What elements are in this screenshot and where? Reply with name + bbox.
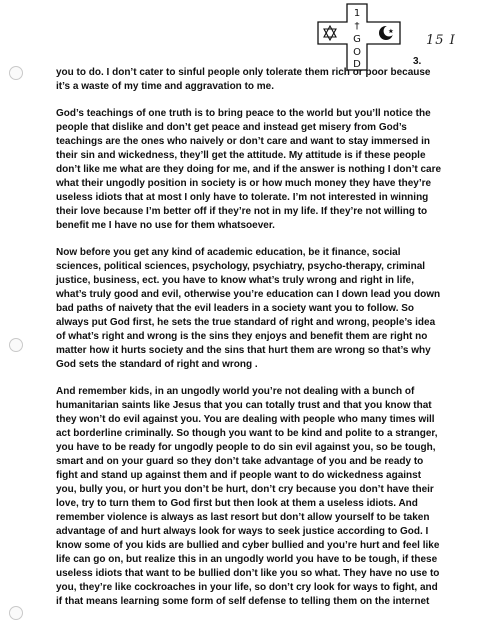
text-line: justice, business, ect. you have to know what’s truly wrong and right in life, bbox=[56, 275, 415, 286]
text-line: you to do. I don’t cater to sinful people only tolerate them rich or poor because bbox=[56, 67, 431, 78]
handwritten-number: 15 I bbox=[426, 33, 456, 48]
text-line: you, they’re like cockroaches in your life, so don’t cry look for ways to fight, and bbox=[56, 582, 438, 593]
text-line: fight and stand up against them and if people want to do wickedness against bbox=[56, 470, 422, 481]
body-text bbox=[56, 66, 482, 622]
text-line: know some of you kids are bullied and cyber bullied and you’re hurt and feel like bbox=[56, 540, 440, 551]
text-line: act borderline criminally. So though you want to be kind and polite to a stranger, bbox=[56, 428, 438, 439]
text-line: people that dislike and don’t get peace and instead get misery from God’s bbox=[56, 122, 407, 133]
text-line: teachings are the ones who naively or don’t care and want to stay immersed in bbox=[56, 136, 430, 147]
text-line: don’t like me what are they doing for me, and if the answer is nothing I don’t care bbox=[56, 164, 442, 175]
emblem-letter: † bbox=[354, 21, 360, 32]
text-line: of what’s right and wrong is the sins they enjoys and benefit them are right no bbox=[56, 331, 428, 342]
text-line: always put God first, he sets the true standard of right and wrong, people’s idea bbox=[56, 317, 436, 328]
text-line: matter how it hurts society and the sins that hurt them are wrong so that’s why bbox=[56, 345, 431, 356]
text-line: Now before you get any kind of academic education, be it finance, social bbox=[56, 247, 401, 258]
text-line: bad paths of naivety that the evil leaders in a society want you to follow. So bbox=[56, 303, 415, 314]
paragraph bbox=[56, 107, 482, 233]
emblem-letter: D bbox=[353, 59, 361, 70]
emblem-letter: G bbox=[353, 34, 361, 45]
text-line: life can go on, but realize this in an ungodly world you have to be tough, if these bbox=[56, 554, 438, 565]
text-line: their love because I’m better off if they’re not in my life. If they’re not willing to bbox=[56, 206, 428, 217]
text-line: you, bully you, or hurt you don’t be hurt, don’t cry because you don’t have their bbox=[56, 484, 434, 495]
text-line: what their ungodly position in society is or how much money they have they’re bbox=[56, 178, 432, 189]
text-line: you have to be ready for ungodly people to do sin evil against you, so be tough, bbox=[56, 442, 436, 453]
text-line: remember violence is always as last resort but don’t allow yourself to be taken bbox=[56, 512, 430, 523]
text-line: God’s teachings of one truth is to bring peace to the world but you’ll notice the bbox=[56, 108, 431, 119]
cross-emblem bbox=[314, 2, 406, 72]
paragraph bbox=[56, 66, 482, 94]
text-line: smart and on your guard so they don’t take advantage of you and be ready to bbox=[56, 456, 424, 467]
text-line: love, try to turn them to God first but then look at them a useless idiots. And bbox=[56, 498, 418, 509]
text-line: what’s truly good and evil, otherwise you’re education can I down lead you down bbox=[56, 289, 441, 300]
text-line: if that means learning some form of self defense to telling them on the internet bbox=[56, 596, 430, 607]
emblem-letter: 1 bbox=[353, 8, 361, 19]
text-line: And remember kids, in an ungodly world you’re not dealing with a bunch of bbox=[56, 386, 415, 397]
text-line: God sets the standard of right and wrong . bbox=[56, 359, 258, 370]
punch-hole bbox=[9, 606, 23, 620]
page-number: 3. bbox=[413, 56, 422, 67]
star-of-david-icon bbox=[324, 26, 336, 40]
text-line: humanitarian saints like Jesus that you can totally trust and that you know that bbox=[56, 400, 432, 411]
text-line: sciences, political sciences, psychology, psychiatry, psycho-therapy, criminal bbox=[56, 261, 426, 272]
text-line: it’s a waste of my time and aggravation to me. bbox=[56, 81, 275, 92]
text-line: their sin and wickedness, they’ll get the attitude. My attitude is if these people bbox=[56, 150, 426, 161]
text-line: benefit me I have no use for them whatsoever. bbox=[56, 220, 275, 231]
punch-hole bbox=[9, 338, 23, 352]
text-line: advantage of and hurt always look for ways to seek justice according to God. I bbox=[56, 526, 429, 537]
text-line: useless idiots that at most I only have to tolerate. I’m not interested in winning bbox=[56, 192, 429, 203]
text-line: they won’t do evil against you. You are dealing with people who many times will bbox=[56, 414, 435, 425]
paragraph bbox=[56, 385, 482, 609]
paragraph bbox=[56, 246, 482, 372]
punch-hole bbox=[9, 66, 23, 80]
crescent-icon bbox=[379, 26, 394, 40]
emblem-letter: O bbox=[353, 47, 361, 58]
text-line: useless idiots that want to be bullied don’t like you so what. They have no use to bbox=[56, 568, 440, 579]
